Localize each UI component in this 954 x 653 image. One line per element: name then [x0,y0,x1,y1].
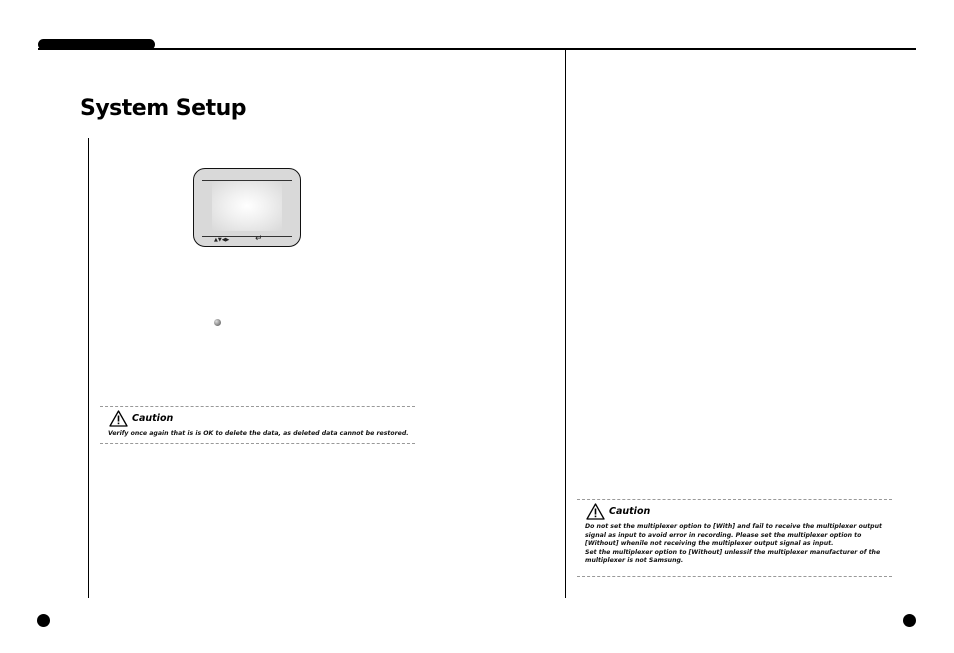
caution-box-left [100,406,415,444]
bullet-dot-icon [214,319,221,326]
warning-triangle-icon [586,503,605,520]
page-dot-icon [903,614,916,627]
navigation-arrows-icon: ▲▼◀▶ [214,237,230,243]
warning-triangle-icon [109,410,128,427]
page-gutter-divider [565,50,566,598]
left-margin-rule [88,138,89,598]
caution-box-right [577,499,892,577]
monitor-screen-illustration [193,168,301,247]
caution-title: Caution [132,413,174,424]
screen-glow [212,181,282,231]
page-dot-icon [37,614,50,627]
header-rule [38,48,916,50]
caution-text [585,523,890,566]
caution-line: [Without] whenile not receiving the multiplexer output signal as input. [585,540,834,548]
screen-top-rule [202,180,292,181]
caution-line: multiplexer is not Samsung. [585,557,684,565]
enter-key-icon: ↵ [255,234,263,244]
caution-line: Verify once again that is is OK to delete the data, as deleted data cannot be restored. [108,430,409,437]
caution-line: signal as input to avoid error in recording. Please set the multiplexer option to [585,531,862,539]
caution-line: Do not set the multiplexer option to [With] and fail to receive the multiplexer output [585,523,882,530]
caution-text [108,430,409,439]
caution-title: Caution [609,506,651,517]
caution-line: Set the multiplexer option to [Without] unlessif the multiplexer manufacturer of the [585,548,881,556]
page-title: System Setup [80,96,246,121]
